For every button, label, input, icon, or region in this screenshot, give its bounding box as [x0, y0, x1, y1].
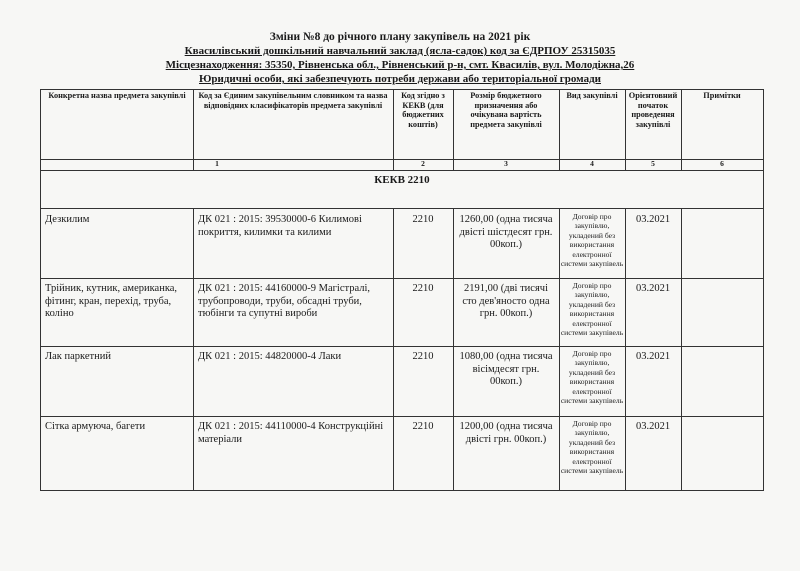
row-item-name: Дезкилим	[45, 214, 90, 225]
col-header-kekv: Код згідно з КЕКВ (для бюджетних коштів)	[401, 91, 445, 129]
col-header-procurement: Вид закупівлі	[566, 91, 618, 100]
row-item-amount: 2191,00 (дві тисячі сто дев'яносто одна грн. 00коп.)	[462, 283, 550, 320]
row-item-kekv: 2210	[412, 421, 434, 432]
row-item-code: ДК 021 : 2015: 44110000-4 Конструкційні матеріали	[198, 421, 384, 445]
row-item-amount: 1200,00 (одна тисяча двісті грн. 00коп.)	[459, 421, 553, 445]
row-item-amount: 1260,00 (одна тисяча двісті шістдесят грн. 00коп.)	[459, 214, 553, 251]
row-item-procurement: Договір про закупівлю, укладений без використання електронної системи закупівель	[560, 419, 624, 476]
category-line: Юридичні особи, які забезпечують потреби держави або територіальної громади	[199, 73, 601, 85]
row-item-name: Лак паркетний	[45, 351, 111, 362]
col-header-notes: Примітки	[703, 91, 741, 100]
document-title: Зміни №8 до річного плану закупівель на 2021 рік	[269, 31, 531, 43]
col-header-amount: Розмір бюджетного призначення або очікувана вартість предмета закупівлі	[470, 91, 542, 129]
location-line: Місцезнаходження: 35350, Рівненська обл., Рівненський р-н, смт. Квасилів, вул. Молодіжна,26	[165, 59, 635, 71]
row-item-notes	[681, 349, 763, 414]
row-item-start: 03.2021	[635, 351, 671, 362]
organization-line: Квасилівський дошкільний навчальний заклад (ясла-садок) код за ЄДРПОУ 25315035	[184, 45, 616, 57]
col-number-5: 5	[651, 159, 655, 168]
procurement-table	[40, 89, 764, 491]
row-item-amount: 1080,00 (одна тисяча вісімдесят грн. 00коп.)	[459, 351, 553, 388]
row-item-code: ДК 021 : 2015: 44160000-9 Магістралі, трубопроводи, труби, обсадні труби, тюбінги та супутні вироби	[198, 283, 371, 320]
col-number-1: 1	[215, 159, 219, 168]
row-item-code: ДК 021 : 2015: 39530000-6 Килимові покриття, килимки та килими	[198, 214, 362, 238]
row-item-notes	[681, 212, 763, 276]
row-item-kekv: 2210	[412, 283, 434, 294]
col-header-start: Орієнтовний початок проведення закупівлі	[628, 91, 678, 129]
col-header-code: Код за Єдиним закупівельним словником та назва відповідних класифікаторів предмета закупівлі	[198, 91, 388, 110]
row-item-procurement: Договір про закупівлю, укладений без використання електронної системи закупівель	[560, 281, 624, 338]
col-number-3: 3	[504, 159, 508, 168]
row-item-notes	[681, 419, 763, 488]
row-item-start: 03.2021	[635, 214, 671, 225]
row-item-kekv: 2210	[412, 214, 434, 225]
col-header-name: Конкретна назва предмета закупівлі	[48, 91, 186, 100]
row-item-code: ДК 021 : 2015: 44820000-4 Лаки	[198, 351, 342, 362]
row-item-name: Трійник, кутник, американка, фітинг, кран, перехід, труба, коліно	[45, 283, 178, 320]
row-item-start: 03.2021	[635, 421, 671, 432]
section-title: КЕКВ 2210	[374, 174, 430, 186]
col-number-2: 2	[421, 159, 425, 168]
row-item-start: 03.2021	[635, 283, 671, 294]
row-item-procurement: Договір про закупівлю, укладений без використання електронної системи закупівель	[560, 349, 624, 406]
row-item-notes	[681, 281, 763, 344]
row-item-procurement: Договір про закупівлю, укладений без використання електронної системи закупівель	[560, 212, 624, 269]
col-number-4: 4	[590, 159, 594, 168]
col-number-6: 6	[720, 159, 724, 168]
row-item-kekv: 2210	[412, 351, 434, 362]
row-item-name: Сітка армуюча, багети	[45, 421, 146, 432]
